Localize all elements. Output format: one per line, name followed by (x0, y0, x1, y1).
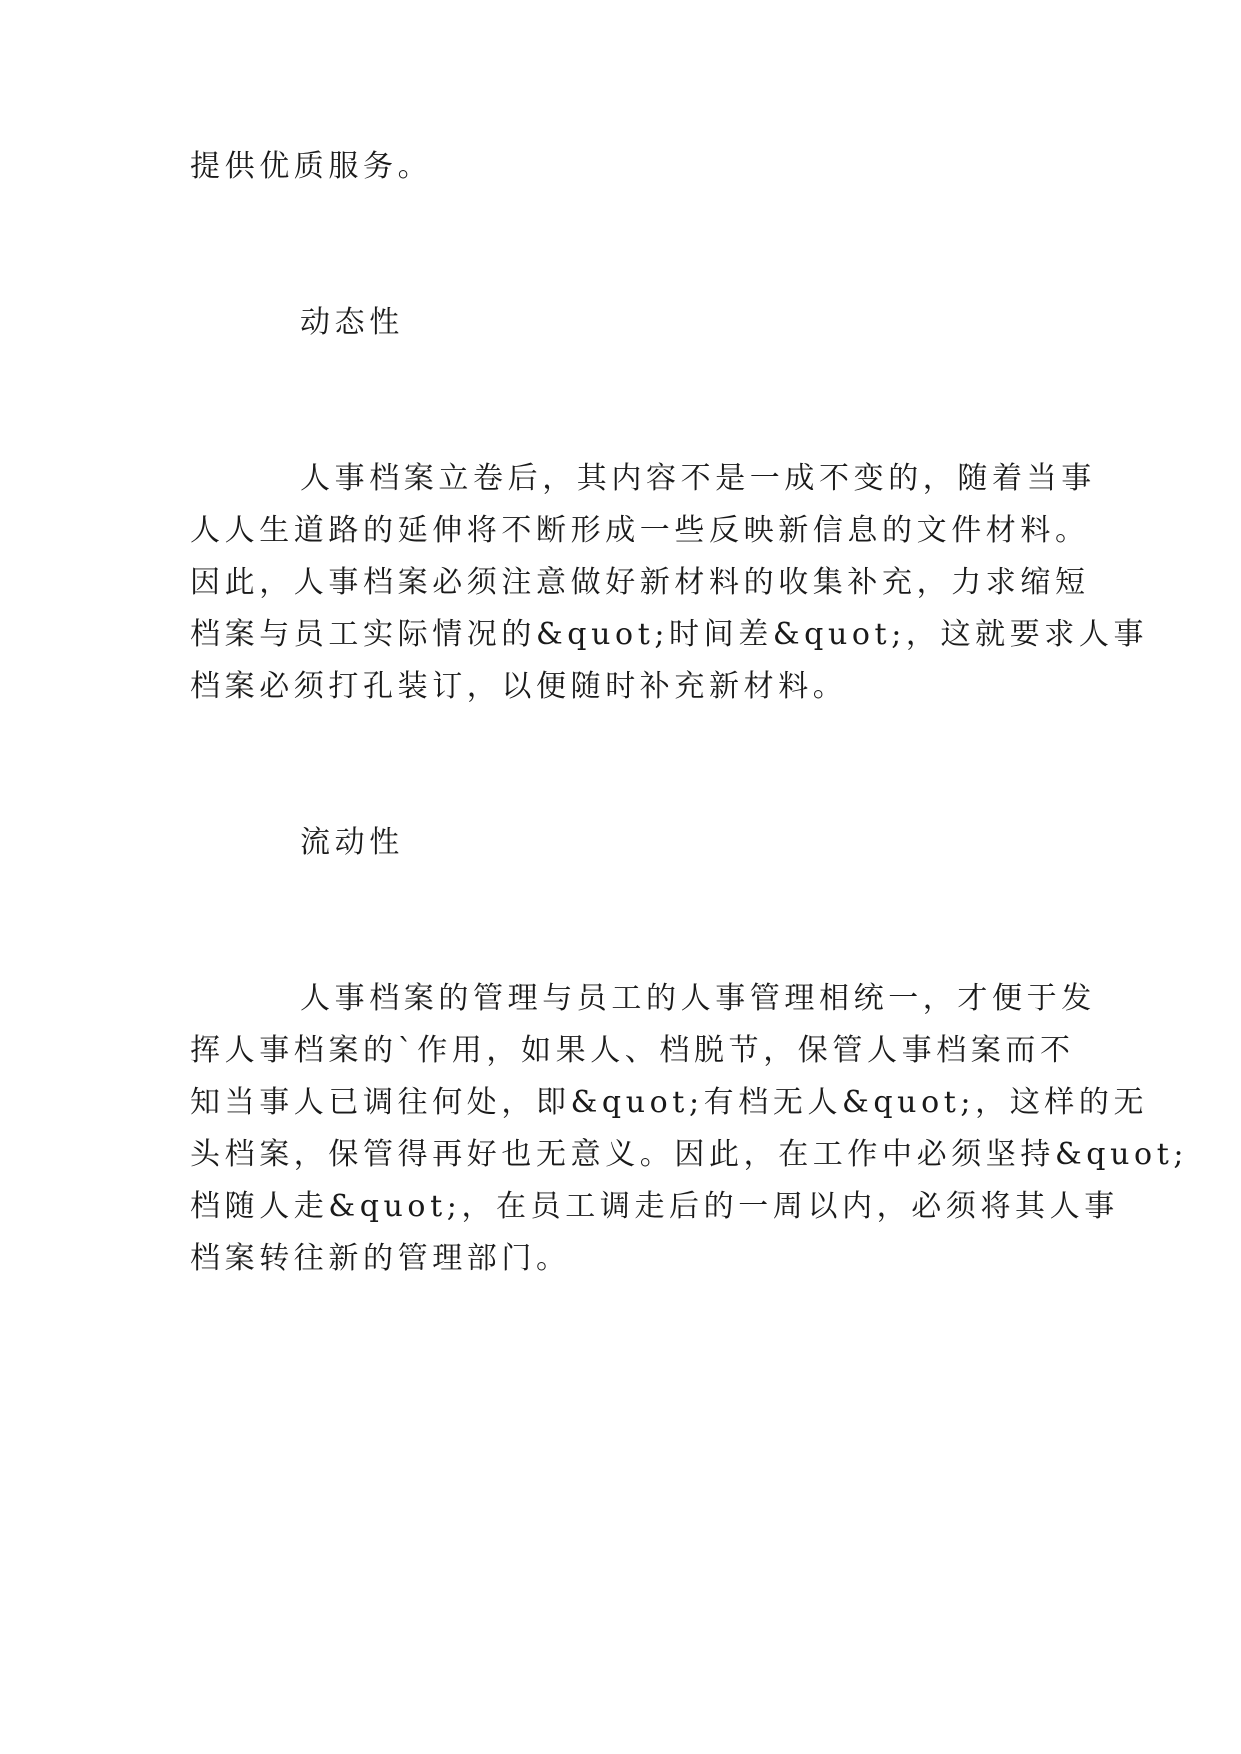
paragraph-line: 人事档案的管理与员工的人事管理相统一，才便于发 (300, 981, 1096, 1016)
paragraph-line: 人人生道路的延伸将不断形成一些反映新信息的文件材料。 (190, 513, 1090, 548)
paragraph-line: 挥人事档案的`作用，如果人、档脱节，保管人事档案而不 (190, 1033, 1075, 1068)
paragraph-line: 档案转往新的管理部门。 (190, 1241, 571, 1276)
section-heading: 动态性 (300, 305, 404, 340)
paragraph-line: 人事档案立卷后，其内容不是一成不变的，随着当事 (300, 461, 1096, 496)
paragraph-line: 档随人走&quot;，在员工调走后的一周以内，必须将其人事 (190, 1189, 1119, 1224)
paragraph-line: 因此，人事档案必须注意做好新材料的收集补充，力求缩短 (190, 565, 1090, 600)
paragraph-line: 头档案，保管得再好也无意义。因此，在工作中必须坚持&quot; (190, 1137, 1189, 1172)
paragraph-line: 档案必须打孔装订，以便随时补充新材料。 (190, 669, 848, 704)
section-heading: 流动性 (300, 825, 404, 860)
paragraph-line: 知当事人已调往何处，即&quot;有档无人&quot;，这样的无 (190, 1085, 1149, 1120)
paragraph-line: 提供优质服务。 (190, 149, 433, 184)
paragraph-line: 档案与员工实际情况的&quot;时间差&quot;，这就要求人事 (190, 617, 1149, 652)
